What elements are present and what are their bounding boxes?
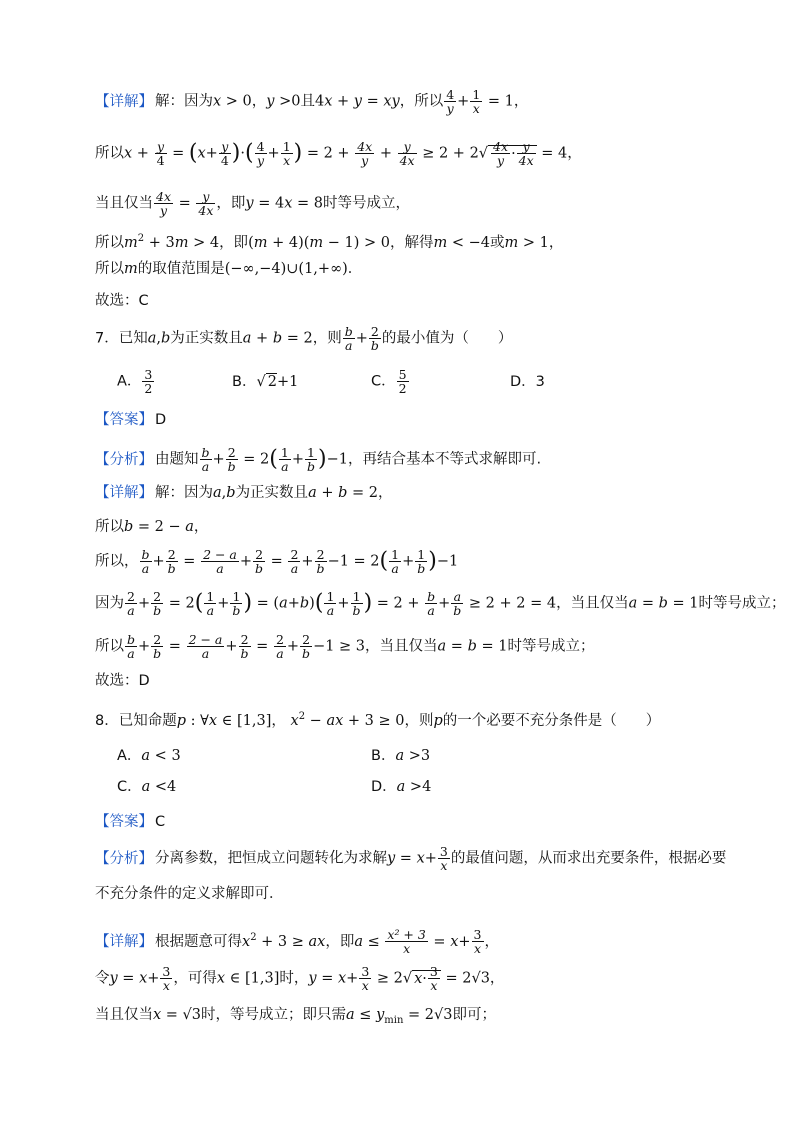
q8-option-c: C．a <4 [117, 779, 177, 795]
q7-analysis: 【分析】 由题知 $\frac{b}{a}$ + $\frac{2}{b}$ = 2( $\frac{1}{a}$ + $\frac{1}{b}$ )−1，再结合基本不等式求解即可. [95, 445, 542, 474]
q7-detail-line-1: 【详解】 解：因为a,b为正实数且a + b = 2， [95, 485, 393, 501]
q8-option-b: B．a >3 [371, 748, 431, 764]
q7-stem: 7．已知a,b为正实数且a + b = 2，则 $\frac{b}{a}$ + $\frac{2}{b}$ 的最小值为（ ） [95, 324, 513, 353]
q6-choice-line: 故选：C [95, 293, 149, 309]
q6-detail-line-4: 所以$m^2 + 3m > 4$，即(m + 4)(m − 1) > 0，解得m < −4或m > 1， [95, 233, 564, 251]
q7-option-d: D．3 [510, 374, 545, 390]
q7-option-a: A． $\frac{3}{2}$ [117, 367, 153, 396]
q7-detail-line-3: 所以， $\frac{b}{a}$ + $\frac{2}{b}$ = $\frac{2 - a}{a}$ + $\frac{2}{b}$ = $\frac{2}{a}$ + $\frac{2}{b}$ −1 = 2( $\frac{1}{a}$ + $\frac{1}{b}$ )−1 [95, 547, 459, 576]
q8-analysis-line-1: 【分析】 分离参数，把恒成立问题转化为求解y = x+ $\frac{3}{x}$ 的最值问题，从而求出充要条件，根据必要 [95, 844, 727, 873]
q7-detail-line-2: 所以b = 2 − a， [95, 519, 209, 535]
q8-answer: 【答案】 C [95, 814, 166, 830]
q8-detail-line-1: 【详解】 根据题意可得$x^2 + 3$ ≥ ax，即a ≤ $\frac{\text{x² + 3}}{x}$ = x+ $\frac{3}{x}$ ， [95, 927, 499, 957]
q7-option-c: C． $\frac{5}{2}$ [371, 367, 407, 396]
q6-detail-line-2: 所以x + $\frac{y}{4}$ = (x+ $\frac{y}{4}$ )·( $\frac{4}{y}$ + $\frac{1}{x}$ ) = 2 + $\frac{4x}{y}$ + $\frac{y}{4x}$ ≥ 2 + 2√ $\frac{4x}{y}$ · $\frac{y}{4x}$ = 4， [95, 139, 582, 168]
q8-detail-line-2: 令y = x+ $\frac{3}{x}$ ，可得x ∈ [1,3]时，y = x+ $\frac{3}{x}$ ≥ 2√ x· $\frac{3}{x}$ = 2√3， [95, 964, 505, 993]
q6-detail-line-5: 所以m的取值范围是(−∞,−4)∪(1,+∞)． [95, 261, 363, 277]
q8-option-d: D．a >4 [371, 779, 432, 795]
q6-detail-line-1: 【详解】 解：因为x > 0，y >0且4x + y = xy，所以 $\frac{4}{y}$ + $\frac{1}{x}$ = 1， [95, 87, 529, 116]
q7-detail-line-5: 所以 $\frac{b}{a}$ + $\frac{2}{b}$ = $\frac{2 - a}{a}$ + $\frac{2}{b}$ = $\frac{2}{a}$ + $\frac{2}{b}$ −1 ≥ 3，当且仅当a = b = 1时等号成立； [95, 632, 595, 661]
q8-detail-line-3: 当且仅当x = √3时，等号成立；即只需$a \le y_{min} = 2√3$即可； [95, 1007, 496, 1026]
q8-option-a: A．a < 3 [117, 748, 181, 764]
q7-detail-line-4: 因为 $\frac{2}{a}$ + $\frac{2}{b}$ = 2( $\frac{1}{a}$ + $\frac{1}{b}$ ) = (a+b)( $\frac{1}{a}$ + $\frac{1}{b}$ ) = 2 + $\frac{b}{a}$ + $\frac{a}{b}$ ≥ 2 + 2 = 4，当且仅当a = b = 1时等号成立； [95, 589, 786, 618]
q8-analysis-line-2: 不充分条件的定义求解即可． [95, 886, 284, 902]
detail-tag: 【详解】 [95, 93, 153, 110]
q7-choice-line: 故选：D [95, 673, 150, 689]
q8-stem: 8．已知命题p : ∀x ∈ [1,3]， $x^2$ − ax + 3 ≥ 0，则p的一个必要不充分条件是（ ） [95, 711, 661, 729]
q6-detail-line-3: 当且仅当 $\frac{4x}{y}$ = $\frac{y}{4x}$ ，即y = 4x = 8时等号成立， [95, 189, 410, 218]
q7-answer: 【答案】 D [95, 412, 167, 428]
q7-option-b: B．√ 2+1 [232, 374, 299, 390]
